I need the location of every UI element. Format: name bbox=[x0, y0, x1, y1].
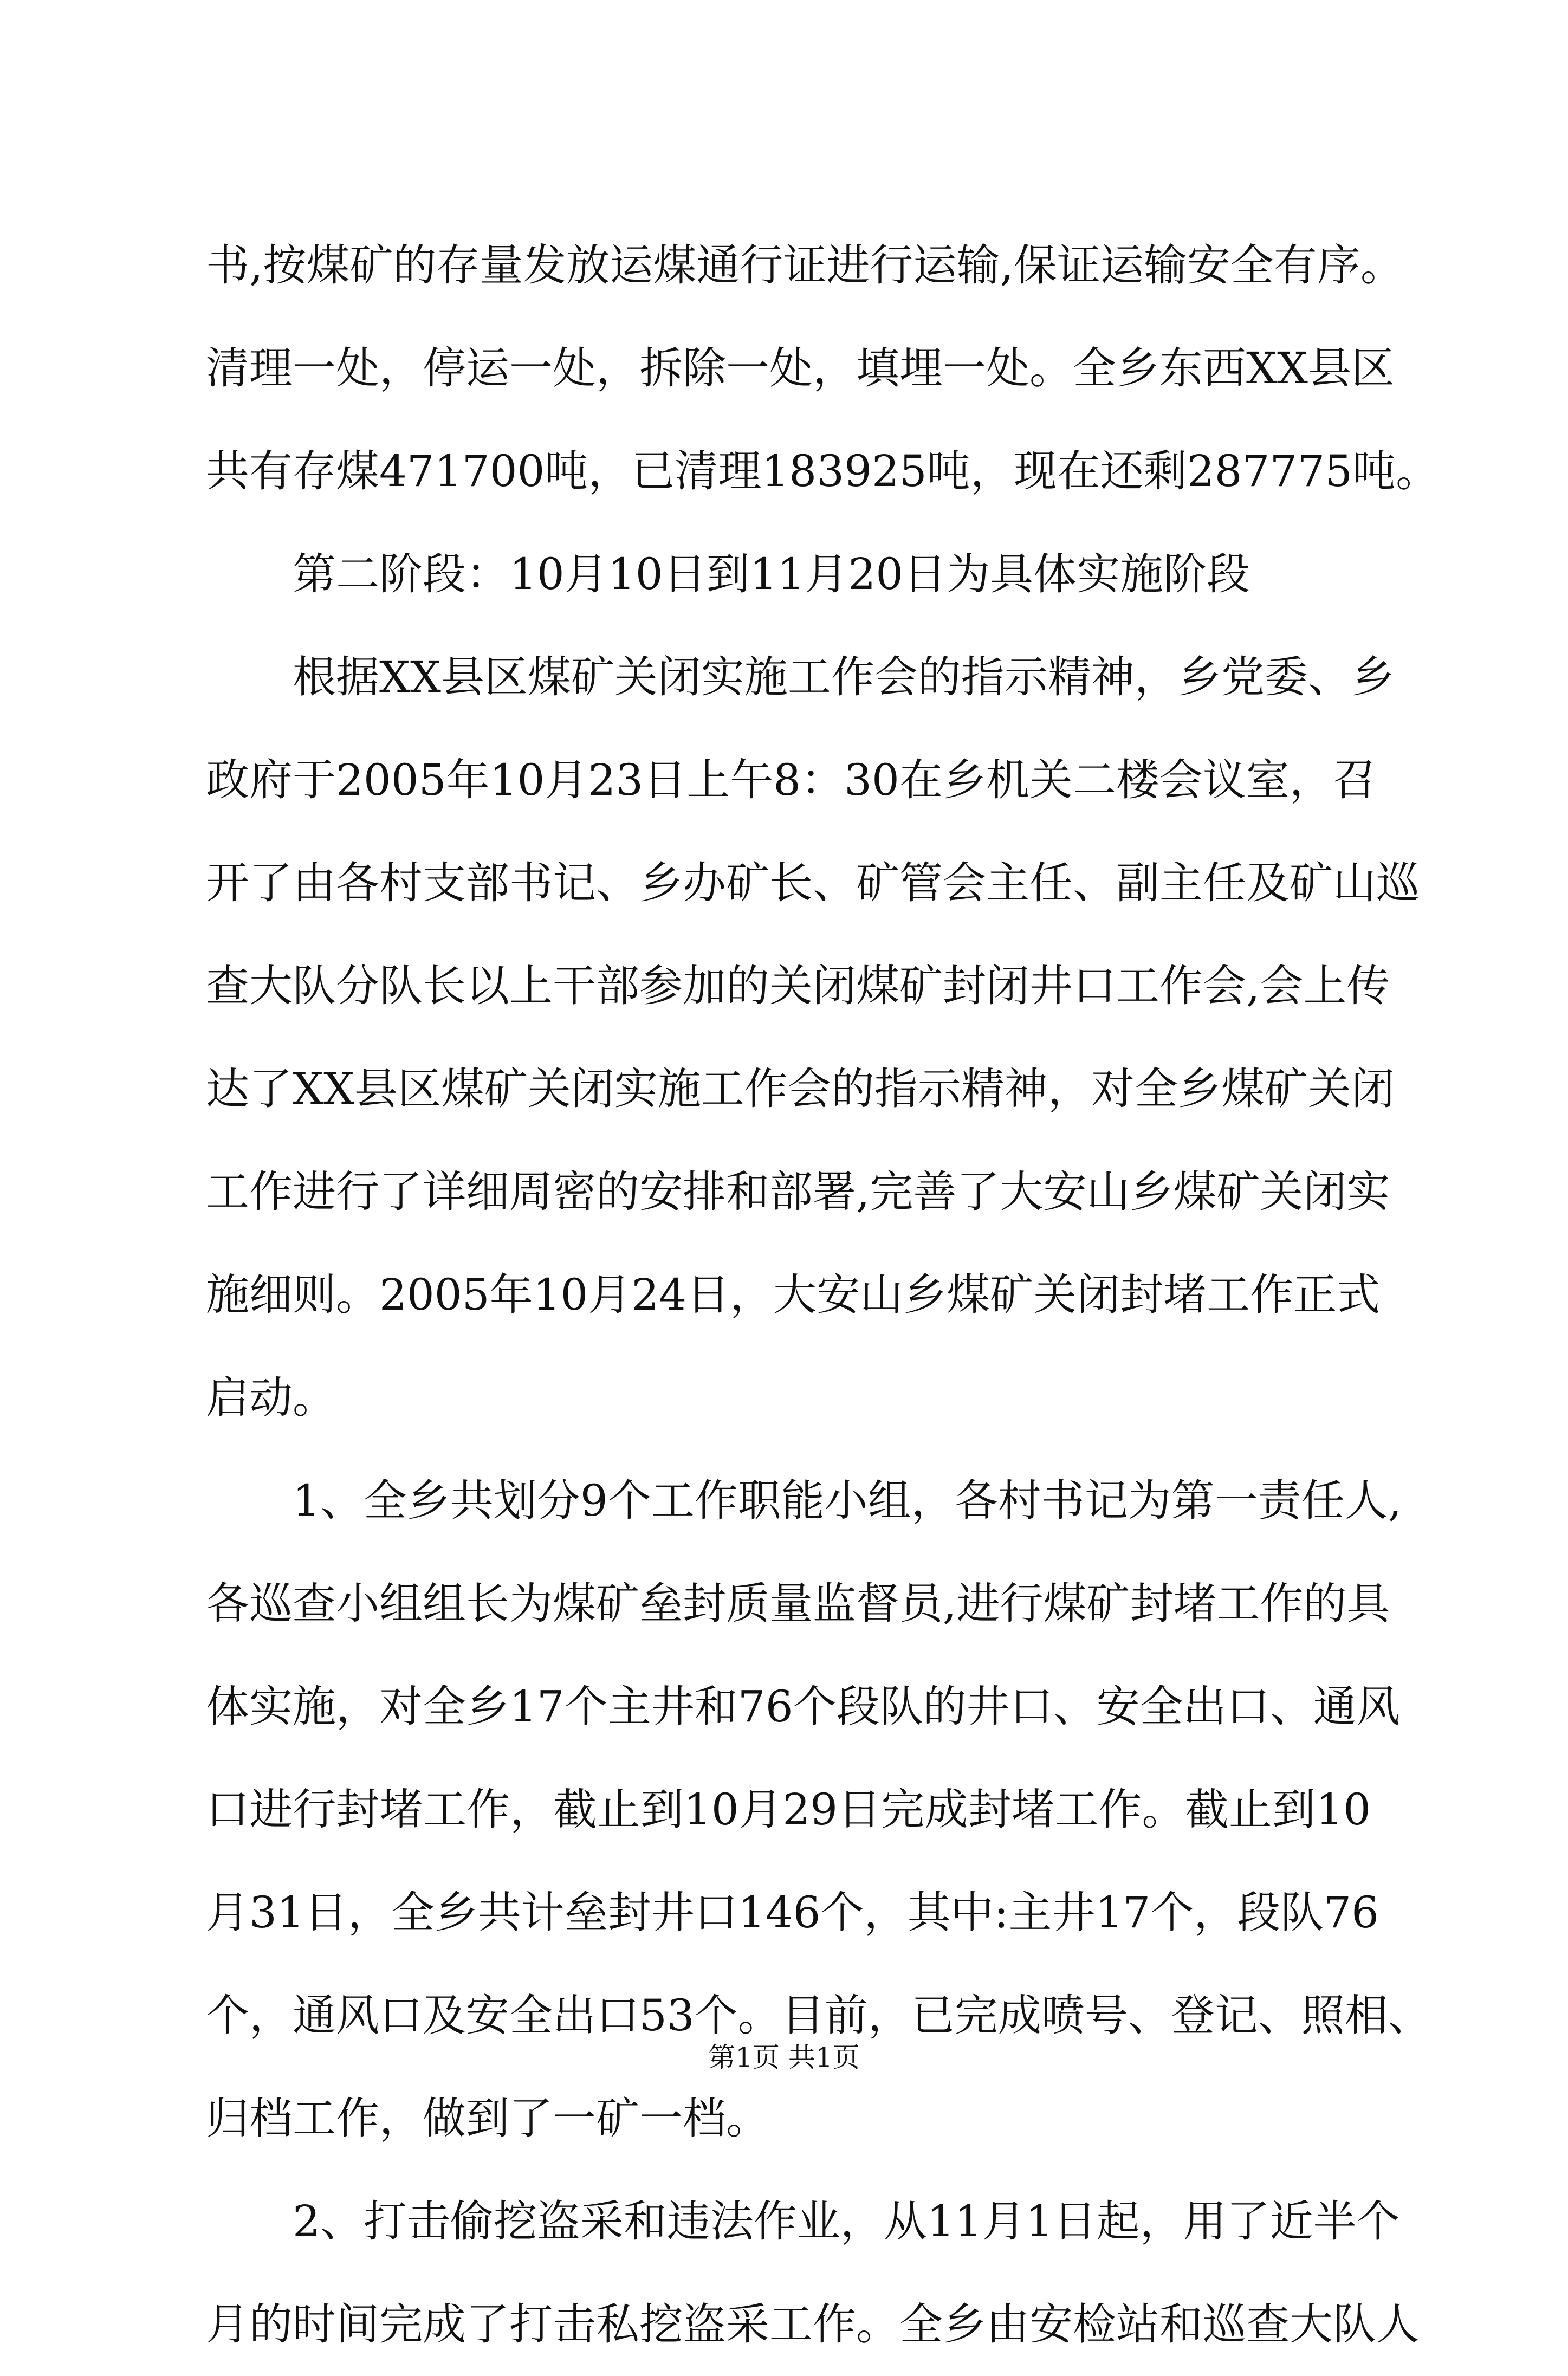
text-line: 施细则。2005年10月24日，大安山乡煤矿关闭封堵工作正式 bbox=[206, 1270, 1381, 1320]
section-heading: 第二阶段：10月10日到11月20日为具体实施阶段 bbox=[293, 549, 1250, 599]
text-line: 查大队分队长以上干部参加的关闭煤矿封闭井口工作会,会上传 bbox=[206, 961, 1390, 1011]
text-line: 共有存煤471700吨，已清理183925吨，现在还剩287775吨。 bbox=[206, 446, 1440, 496]
text-line: 达了XX县区煤矿关闭实施工作会的指示精神，对全乡煤矿关闭 bbox=[206, 1064, 1395, 1114]
text-line: 月31日，全乡共计垒封井口146个，其中:主井17个，段队76 bbox=[206, 1887, 1379, 1938]
text-line: 清理一处，停运一处，拆除一处，填埋一处。全乡东西XX县区 bbox=[206, 343, 1395, 393]
text-line: 口进行封堵工作，截止到10月29日完成封堵工作。截止到10 bbox=[206, 1784, 1371, 1835]
text-line: 月的时间完成了打击私挖盗采工作。全乡由安检站和巡查大队人 bbox=[206, 2299, 1420, 2349]
text-line: 根据XX县区煤矿关闭实施工作会的指示精神，乡党委、乡 bbox=[293, 652, 1395, 702]
text-line: 各巡查小组组长为煤矿垒封质量监督员,进行煤矿封堵工作的具 bbox=[206, 1578, 1390, 1629]
text-line: 工作进行了详细周密的安排和部署,完善了大安山乡煤矿关闭实 bbox=[206, 1167, 1390, 1217]
text-line: 政府于2005年10月23日上午8：30在乡机关二楼会议室，召 bbox=[206, 755, 1376, 805]
text-line: 体实施，对全乡17个主井和76个段队的井口、安全出口、通风 bbox=[206, 1681, 1400, 1732]
text-line: 书,按煤矿的存量发放运煤通行证进行运输,保证运输安全有序。 bbox=[206, 240, 1404, 290]
text-line: 1、全乡共划分9个工作职能小组，各村书记为第一责任人, bbox=[293, 1475, 1402, 1526]
text-line: 归档工作，做到了一矿一档。 bbox=[206, 2093, 769, 2144]
text-line: 2、打击偷挖盗采和违法作业，从11月1日起，用了近半个 bbox=[293, 2196, 1400, 2246]
page-number-footer: 第1页 共1页 bbox=[708, 2042, 860, 2073]
text-line: 开了由各村支部书记、乡办矿长、矿管会主任、副主任及矿山巡 bbox=[206, 858, 1420, 908]
text-line: 启动。 bbox=[206, 1372, 336, 1423]
text-line: 个，通风口及安全出口53个。目前，已完成喷号、登记、照相、 bbox=[206, 1990, 1431, 2041]
